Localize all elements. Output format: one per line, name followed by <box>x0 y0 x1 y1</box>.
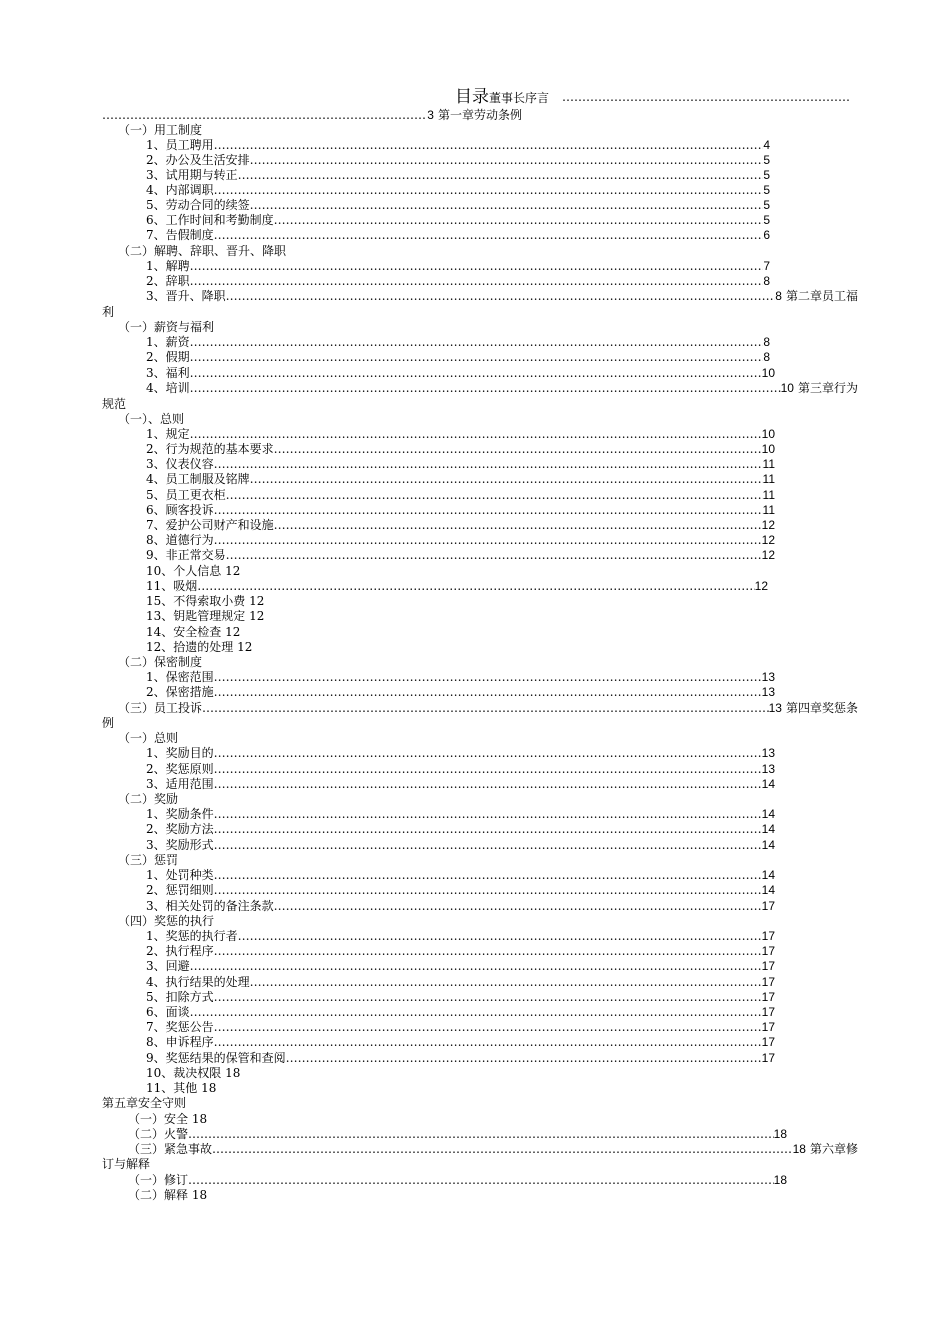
chapter-title-wrap: 规范 <box>102 397 127 411</box>
toc-row-preface[interactable] <box>102 108 522 123</box>
page-number: 14 <box>761 868 775 882</box>
section-heading: （一）、总则 <box>118 412 185 426</box>
toc-entry-label: 2、办公及生活安排 <box>146 153 250 167</box>
toc-entry-label: 7、奖惩公告 <box>146 1020 214 1034</box>
section-heading: （二）保密制度 <box>118 655 203 669</box>
toc-row-plain[interactable]: 12、拾遗的处理 12 <box>146 640 253 654</box>
toc-entry-label: 3、仪表仪容 <box>146 457 214 471</box>
page-number: 11 <box>762 457 775 471</box>
toc-entry-label: 3、适用范围 <box>146 777 214 791</box>
section-heading: （一）用工制度 <box>118 123 203 137</box>
toc-row[interactable] <box>146 868 775 883</box>
page-number: 12 <box>761 533 775 547</box>
dot-leader <box>190 959 762 974</box>
toc-row[interactable] <box>146 883 775 898</box>
chapter-title: 第一章劳动条例 <box>437 108 522 122</box>
dot-leader <box>214 1035 762 1050</box>
dot-leader <box>190 274 764 289</box>
toc-row[interactable] <box>146 472 775 487</box>
page-number: 5 <box>763 213 770 227</box>
page-number: 11 <box>762 488 775 502</box>
page-number: 17 <box>761 1005 775 1019</box>
dot-leader <box>214 685 762 700</box>
page-number: 14 <box>761 883 775 897</box>
toc-row[interactable] <box>146 899 775 914</box>
page-number: 17 <box>761 944 775 958</box>
dot-leader <box>238 929 762 944</box>
toc-entry-label: 6、顾客投诉 <box>146 503 214 517</box>
dot-leader <box>274 899 762 914</box>
toc-entry-label: 9、奖惩结果的保管和查阅 <box>146 1051 286 1065</box>
dot-leader <box>214 183 764 198</box>
page-number: 13 <box>768 701 782 715</box>
toc-row[interactable] <box>146 503 775 518</box>
toc-row[interactable] <box>146 685 775 700</box>
toc-entry-label: 1、奖励目的 <box>146 746 214 760</box>
page-number: 14 <box>761 807 775 821</box>
page-number: 10 <box>761 427 775 441</box>
toc-row[interactable] <box>146 168 770 183</box>
toc-entry-label: 2、假期 <box>146 350 190 364</box>
page-number: 17 <box>761 1035 775 1049</box>
toc-row[interactable] <box>146 990 775 1005</box>
toc-row[interactable] <box>146 1051 775 1066</box>
dot-leader <box>202 701 769 716</box>
dot-leader <box>214 883 762 898</box>
dot-leader <box>226 289 776 304</box>
toc-row[interactable] <box>146 350 770 365</box>
page-number: 8 <box>763 274 770 288</box>
toc-row[interactable] <box>146 1035 775 1050</box>
toc-entry-label: 4、执行结果的处理 <box>146 975 250 989</box>
page-number: 5 <box>763 198 770 212</box>
toc-row[interactable] <box>146 548 775 563</box>
toc-row[interactable] <box>146 153 770 168</box>
dot-leader <box>212 1142 793 1157</box>
page-number: 7 <box>763 259 770 273</box>
toc-row[interactable] <box>146 746 775 761</box>
toc-row-plain[interactable]: 10、裁决权限 18 <box>146 1066 241 1080</box>
toc-row[interactable] <box>146 762 775 777</box>
page-number: 8 <box>775 289 782 303</box>
toc-row[interactable] <box>146 213 770 228</box>
page-number: 8 <box>763 350 770 364</box>
page-number: 5 <box>763 183 770 197</box>
toc-row-plain[interactable]: （一）安全 18 <box>128 1112 208 1126</box>
toc-row[interactable] <box>146 670 775 685</box>
section-heading: （三）惩罚 <box>118 853 179 867</box>
section-heading: （二）奖励 <box>118 792 179 806</box>
page-number: 5 <box>763 153 770 167</box>
toc-row[interactable] <box>146 1005 775 1020</box>
dot-leader <box>214 868 762 883</box>
dot-leader <box>102 108 427 123</box>
toc-entry-label: （二）火警 <box>128 1127 189 1141</box>
chapter-title-wrap: 例 <box>102 716 115 730</box>
toc-row[interactable] <box>146 822 775 837</box>
dot-leader <box>190 259 764 274</box>
toc-row-plain[interactable]: 11、其他 18 <box>146 1081 217 1095</box>
toc-row[interactable] <box>146 427 775 442</box>
toc-entry-label: 8、申诉程序 <box>146 1035 214 1049</box>
dot-leader <box>214 807 762 822</box>
dot-leader <box>214 670 762 685</box>
toc-entry-label: 2、奖励方法 <box>146 822 214 836</box>
toc-row[interactable] <box>146 579 768 594</box>
toc-entry-label: 2、奖惩原则 <box>146 762 214 776</box>
toc-entry-label: 2、保密措施 <box>146 685 214 699</box>
dot-leader <box>250 153 764 168</box>
toc-entry-label: 3、回避 <box>146 959 190 973</box>
toc-row[interactable] <box>146 959 775 974</box>
toc-row-plain[interactable]: （二）解释 18 <box>128 1188 208 1202</box>
toc-entry-label: 4、员工制服及铭牌 <box>146 472 250 486</box>
page-number: 8 <box>763 335 770 349</box>
page-number: 14 <box>761 777 775 791</box>
toc-entry-label: 1、处罚种类 <box>146 868 214 882</box>
page-number: 12 <box>761 548 775 562</box>
toc-row[interactable] <box>146 442 775 457</box>
dot-leader <box>562 90 849 105</box>
toc-row[interactable] <box>146 518 775 533</box>
dot-leader <box>214 777 762 792</box>
toc-row[interactable] <box>146 274 770 289</box>
toc-row[interactable] <box>118 701 858 716</box>
page-number: 17 <box>761 959 775 973</box>
toc-row[interactable] <box>128 1173 787 1188</box>
toc-entry-label: 1、规定 <box>146 427 190 441</box>
dot-leader <box>190 350 764 365</box>
dot-leader <box>188 1173 774 1188</box>
dot-leader <box>214 762 762 777</box>
toc-entry-label: 4、内部调职 <box>146 183 214 197</box>
toc-entry-label: （三）员工投诉 <box>118 701 203 715</box>
toc-row[interactable] <box>146 807 775 822</box>
page-number: 3 <box>427 108 434 122</box>
page-number: 18 <box>792 1142 806 1156</box>
page-number: 17 <box>761 929 775 943</box>
page-number: 13 <box>761 670 775 684</box>
page-number: 12 <box>761 518 775 532</box>
toc-row[interactable] <box>146 381 858 396</box>
page-number: 13 <box>761 746 775 760</box>
dot-leader <box>190 427 762 442</box>
section-heading: （二）解聘、辞职、晋升、降职 <box>118 244 287 258</box>
section-heading: （一）总则 <box>118 731 179 745</box>
chapter-title: 第二章员工福 <box>785 289 858 303</box>
toc-row[interactable] <box>146 228 770 243</box>
page-number: 5 <box>763 168 770 182</box>
toc-row[interactable] <box>146 289 858 304</box>
page-number: 12 <box>754 579 768 593</box>
toc-row[interactable] <box>146 366 775 381</box>
section-heading: （四）奖惩的执行 <box>118 914 215 928</box>
toc-row[interactable] <box>146 944 775 959</box>
toc-entry-label: 11、吸烟 <box>146 579 198 593</box>
dot-leader <box>188 1127 774 1142</box>
toc-entry-label: 1、薪资 <box>146 335 190 349</box>
dot-leader <box>214 838 762 853</box>
toc-row[interactable] <box>146 457 775 472</box>
toc-entry-label: 3、相关处罚的备注条款 <box>146 899 274 913</box>
toc-row[interactable] <box>146 259 770 274</box>
toc-entry-label: 5、员工更衣柜 <box>146 488 226 502</box>
dot-leader <box>214 533 762 548</box>
section-heading: （一）薪资与福利 <box>118 320 215 334</box>
preface-title: 董事长序言 <box>489 91 550 105</box>
dot-leader <box>214 990 762 1005</box>
page-number: 17 <box>761 1020 775 1034</box>
toc-entry-label: 6、面谈 <box>146 1005 190 1019</box>
toc-entry-label: （一）修订 <box>128 1173 189 1187</box>
toc-row[interactable] <box>146 335 770 350</box>
chapter-title: 第五章安全守则 <box>102 1096 187 1110</box>
dot-leader <box>190 335 764 350</box>
chapter-title-wrap: 利 <box>102 305 115 319</box>
chapter-title: 第六章修 <box>809 1142 858 1156</box>
page-number: 18 <box>773 1127 787 1141</box>
toc-title: 目录 <box>455 87 489 106</box>
toc-entry-label: 8、道德行为 <box>146 533 214 547</box>
toc-entry-label: 1、解聘 <box>146 259 190 273</box>
dot-leader <box>214 503 763 518</box>
dot-leader <box>214 1020 762 1035</box>
dot-leader <box>226 548 762 563</box>
toc-entry-label: 3、福利 <box>146 366 190 380</box>
toc-row-plain[interactable]: 13、钥匙管理规定 12 <box>146 609 265 623</box>
toc-row[interactable] <box>146 777 775 792</box>
page-number: 4 <box>763 138 770 152</box>
toc-entry-label: 7、告假制度 <box>146 228 214 242</box>
dot-leader <box>250 472 763 487</box>
page-number: 10 <box>780 381 794 395</box>
dot-leader <box>286 1051 762 1066</box>
toc-row[interactable] <box>146 838 775 853</box>
chapter-title: 第三章行为 <box>797 381 858 395</box>
toc-row-plain[interactable]: 15、不得索取小费 12 <box>146 594 265 608</box>
toc-entry-label: 1、员工聘用 <box>146 138 214 152</box>
title-leader <box>562 90 849 105</box>
page-number: 14 <box>761 822 775 836</box>
toc-entry-label: 2、执行程序 <box>146 944 214 958</box>
toc-row[interactable] <box>128 1127 787 1142</box>
toc-entry-label: 5、劳动合同的续签 <box>146 198 250 212</box>
toc-entry-label: 1、奖励条件 <box>146 807 214 821</box>
page-number: 17 <box>761 899 775 913</box>
dot-leader <box>274 518 762 533</box>
toc-row[interactable] <box>128 1142 858 1157</box>
toc-row[interactable] <box>146 198 770 213</box>
toc-entry-label: 5、扣除方式 <box>146 990 214 1004</box>
dot-leader <box>190 366 762 381</box>
page-number: 11 <box>762 503 775 517</box>
dot-leader <box>214 822 762 837</box>
page-number: 11 <box>762 472 775 486</box>
toc-entry-label: 2、行为规范的基本要求 <box>146 442 274 456</box>
page-number: 18 <box>773 1173 787 1187</box>
page-number: 17 <box>761 1051 775 1065</box>
dot-leader <box>274 442 762 457</box>
toc-entry-label: 3、奖励形式 <box>146 838 214 852</box>
page-number: 13 <box>761 685 775 699</box>
toc-row-plain[interactable]: 10、个人信息 12 <box>146 564 241 578</box>
toc-entry-label: 2、辞职 <box>146 274 190 288</box>
page-number: 10 <box>761 442 775 456</box>
toc-entry-label: （三）紧急事故 <box>128 1142 213 1156</box>
toc-row[interactable] <box>146 183 770 198</box>
chapter-title: 第四章奖惩条 <box>785 701 858 715</box>
page-number: 6 <box>763 228 770 242</box>
page-number: 10 <box>761 366 775 380</box>
page-number: 13 <box>761 762 775 776</box>
dot-leader <box>190 1005 762 1020</box>
toc-entry-label: 7、爱护公司财产和设施 <box>146 518 274 532</box>
toc-title-line <box>455 87 549 108</box>
toc-row[interactable] <box>146 975 775 990</box>
dot-leader <box>250 975 762 990</box>
page-number: 17 <box>761 975 775 989</box>
toc-entry-label: 4、培训 <box>146 381 190 395</box>
page-number: 14 <box>761 838 775 852</box>
dot-leader <box>274 213 764 228</box>
toc-entry-label: 9、非正常交易 <box>146 548 226 562</box>
page-number: 17 <box>761 990 775 1004</box>
toc-row[interactable] <box>146 488 775 503</box>
dot-leader <box>214 457 763 472</box>
dot-leader <box>190 381 781 396</box>
dot-leader <box>238 168 764 183</box>
chapter-title-wrap: 订与解释 <box>102 1157 151 1171</box>
toc-row[interactable] <box>146 138 770 153</box>
toc-entry-label: 3、晋升、降职 <box>146 289 226 303</box>
dot-leader <box>214 228 764 243</box>
toc-entry-label: 1、保密范围 <box>146 670 214 684</box>
dot-leader <box>250 198 764 213</box>
toc-row[interactable] <box>146 533 775 548</box>
dot-leader <box>214 944 762 959</box>
toc-entry-label: 3、试用期与转正 <box>146 168 238 182</box>
dot-leader <box>197 579 754 594</box>
toc-row[interactable] <box>146 929 775 944</box>
dot-leader <box>214 138 764 153</box>
toc-entry-label: 1、奖惩的执行者 <box>146 929 238 943</box>
dot-leader <box>214 746 762 761</box>
toc-row-plain[interactable]: 14、安全检查 12 <box>146 625 241 639</box>
toc-entry-label: 2、惩罚细则 <box>146 883 214 897</box>
dot-leader <box>226 488 763 503</box>
toc-row[interactable] <box>146 1020 775 1035</box>
toc-entry-label: 6、工作时间和考勤制度 <box>146 213 274 227</box>
